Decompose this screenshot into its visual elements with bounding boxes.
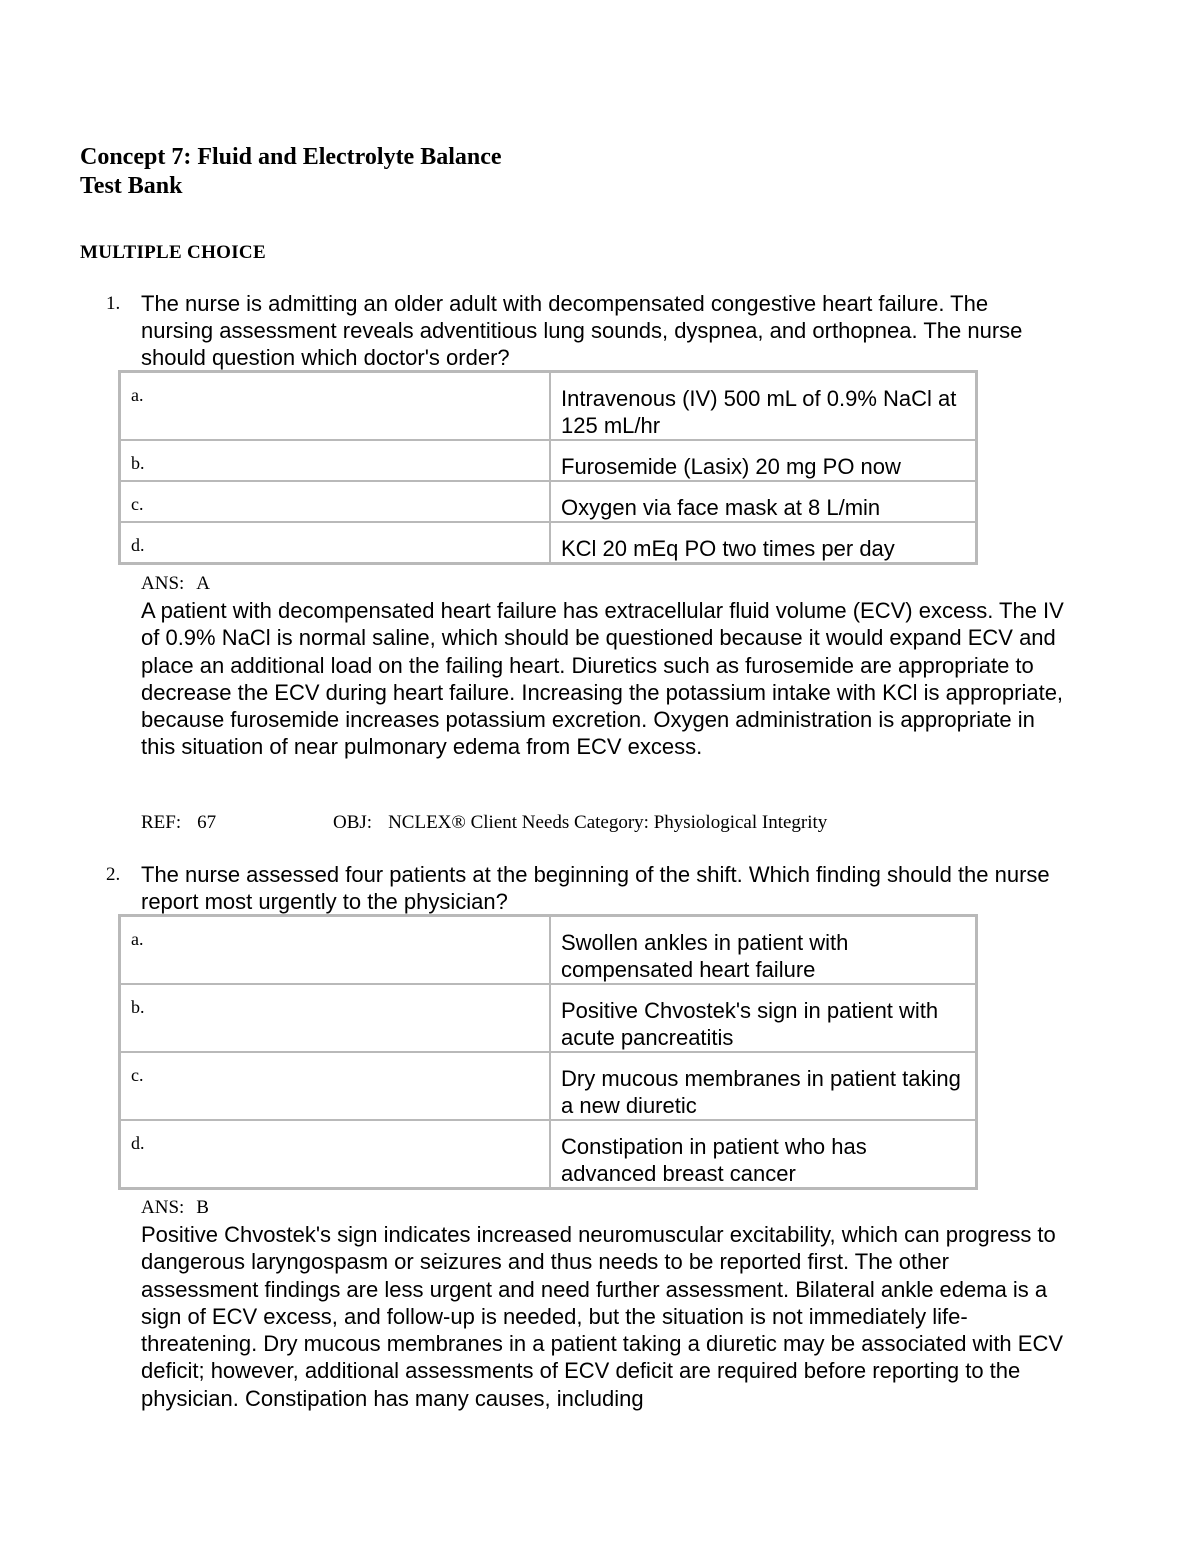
option-text: Positive Chvostek's sign in patient with acute pancreatitis <box>550 984 976 1052</box>
answer-value: B <box>196 1197 209 1218</box>
option-label: d. <box>120 1120 550 1188</box>
option-row <box>120 481 976 522</box>
option-label: a. <box>120 372 550 440</box>
option-row <box>120 1052 976 1120</box>
obj-label: OBJ: <box>333 812 373 833</box>
option-row <box>120 522 976 563</box>
option-text: Furosemide (Lasix) 20 mg PO now <box>550 440 976 481</box>
question-stem: The nurse assessed four patients at the beginning of the shift. Which finding should the nurse report most urgently to the physician? <box>141 862 1050 914</box>
rationale: Positive Chvostek's sign indicates increased neuromuscular excitability, which can progress to dangerous laryngospasm or seizures and thus needs to be reported first. The other assessment findings are less urgent and need further assessment. Bilateral ankle edema is a sign of ECV excess, and follow-up is needed, but the situation is not immediately life-threatening. Dry mucous membranes in a patient taking a diuretic may be associated with ECV deficit; however, additional assessments of ECV deficit are required before reporting to the physician. Constipation has many causes, including <box>141 1222 1064 1411</box>
ref-label: REF: <box>141 812 182 833</box>
obj-value: NCLEX® Client Needs Category: Physiological Integrity <box>388 812 828 833</box>
option-row <box>120 372 976 440</box>
question-number: 1. <box>106 293 121 314</box>
option-label: a. <box>120 916 550 984</box>
options-table <box>118 370 978 565</box>
option-label: d. <box>120 522 550 563</box>
option-label: b. <box>120 984 550 1052</box>
ref-value: 67 <box>197 812 217 833</box>
option-row <box>120 984 976 1052</box>
option-label: c. <box>120 481 550 522</box>
answer-line <box>141 573 210 595</box>
option-row <box>120 440 976 481</box>
answer-line <box>141 1197 209 1219</box>
document-title-block <box>80 143 502 201</box>
document-subtitle: Test Bank <box>80 173 183 199</box>
option-text: Swollen ankles in patient with compensated heart failure <box>550 916 976 984</box>
option-text: Constipation in patient who has advanced breast cancer <box>550 1120 976 1188</box>
options-table <box>118 914 978 1190</box>
section-heading: MULTIPLE CHOICE <box>80 242 266 263</box>
option-label: b. <box>120 440 550 481</box>
answer-prefix: ANS: <box>141 1197 185 1218</box>
document-title: Concept 7: Fluid and Electrolyte Balance <box>80 144 502 170</box>
option-text: KCl 20 mEq PO two times per day <box>550 522 976 563</box>
reference-line <box>141 812 828 834</box>
rationale: A patient with decompensated heart failure has extracellular fluid volume (ECV) excess. The IV of 0.9% NaCl is normal saline, which should be questioned because it would expand ECV and place an additional load on the failing heart. Diuretics such as furosemide are appropriate to decrease the ECV during heart failure. Increasing the potassium intake with KCl is appropriate, because furosemide increases potassium excretion. Oxygen administration is appropriate in this situation of near pulmonary edema from ECV excess. <box>141 598 1064 760</box>
option-label: c. <box>120 1052 550 1120</box>
option-text: Oxygen via face mask at 8 L/min <box>550 481 976 522</box>
answer-value: A <box>196 573 211 594</box>
option-row <box>120 1120 976 1188</box>
option-text: Intravenous (IV) 500 mL of 0.9% NaCl at 125 mL/hr <box>550 372 976 440</box>
question-stem: The nurse is admitting an older adult with decompensated congestive heart failure. The nursing assessment reveals adventitious lung sounds, dyspnea, and orthopnea. The nurse should question which doctor's order? <box>141 291 1023 370</box>
option-text: Dry mucous membranes in patient taking a new diuretic <box>550 1052 976 1120</box>
objective <box>333 812 827 834</box>
option-row <box>120 916 976 984</box>
answer-prefix: ANS: <box>141 573 185 594</box>
question-number: 2. <box>106 864 121 885</box>
